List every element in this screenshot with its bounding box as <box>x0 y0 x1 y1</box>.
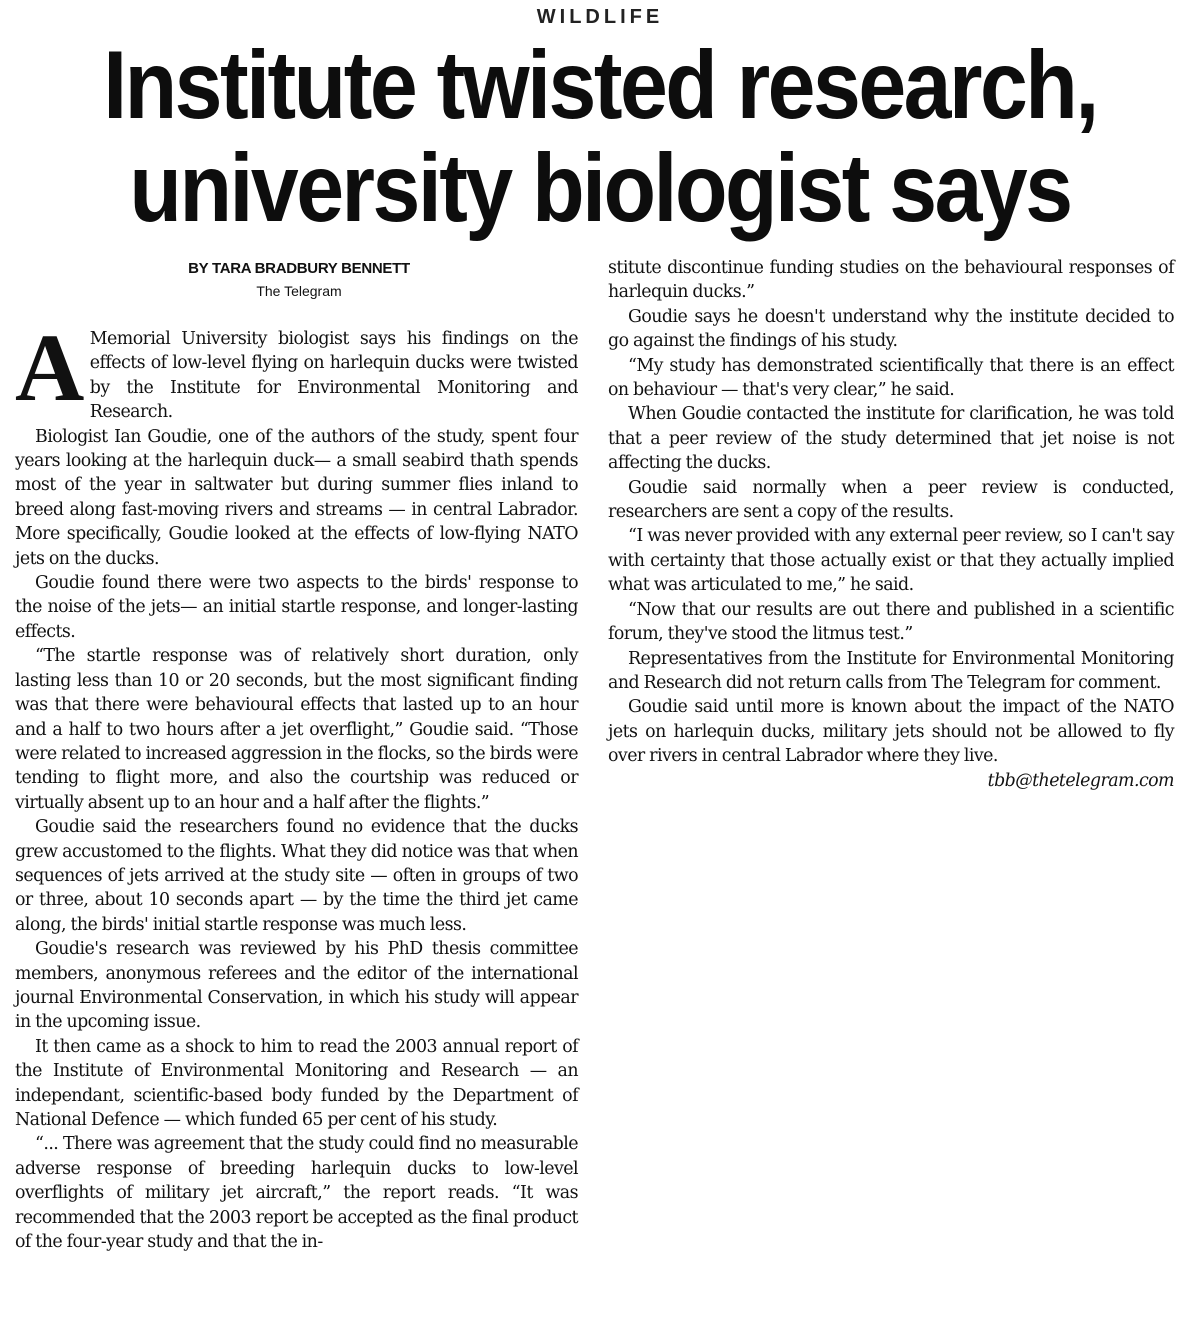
article-paragraph <box>15 314 578 425</box>
article-paragraph: “My study has demonstrated scientifically that there is an effect on behaviour — that's very clear,” he said. <box>608 355 1174 401</box>
byline-publication: The Telegram <box>256 283 342 299</box>
headline-line-1: Institute twisted research, <box>103 31 1097 140</box>
article-paragraph: When Goudie contacted the institute for clarification, he was told that a peer review of the study determined that jet noise is not affecting the ducks. <box>608 404 1174 474</box>
article-paragraph: Goudie's research was reviewed by his PhD thesis committee members, anonymous referees and the editor of the international journal Environmental Conservation, in which his study will appear in the upcoming issue. <box>15 939 578 1033</box>
article-paragraph: Goudie found there were two aspects to the birds' response to the noise of the jets— an initial startle response, and longer-lasting effects. <box>15 573 578 642</box>
article-paragraph: Goudie says he doesn't understand why the institute decided to go against the findings of his study. <box>608 306 1174 352</box>
article-paragraph: “The startle response was of relatively short duration, only lasting less than 10 or 20 seconds, but the most significant finding was that there were behavioural effects that lasted up to an hour and a half to two hours after a jet overflight,” Goudie said. “Those were related to increased aggression in the flocks, so the birds were tending to flight more, and also the courtship was reduced or virtually absent up to an hour and a half after the flights.” <box>15 646 578 813</box>
article-column-right <box>608 256 1174 793</box>
byline <box>14 261 584 301</box>
article-paragraph: Goudie said normally when a peer review is conducted, researchers are sent a copy of the results. <box>608 477 1174 523</box>
headline <box>10 31 1190 243</box>
article-paragraph: “I was never provided with any external peer review, so I can't say with certainty that those actually exist or that they actually implied what was articulated to me,” he said. <box>608 526 1174 596</box>
article-paragraph: Goudie said until more is known about the impact of the NATO jets on harlequin ducks, military jets should not be allowed to fly over rivers in central Labrador where they live. <box>608 697 1174 767</box>
section-label: WILDLIFE <box>536 6 664 28</box>
article-paragraph: “Now that our results are out there and published in a scientific forum, they've stood the litmus test.” <box>608 599 1174 645</box>
article-column-left <box>15 314 578 1254</box>
article-paragraph: Goudie said the researchers found no evidence that the ducks grew accustomed to the flights. What they did notice was that when sequences of jets arrived at the study site — often in groups of two or three, about 10 seconds apart — by the time the third jet came along, the birds' initial startle response was much less. <box>15 817 578 935</box>
article-paragraph: It then came as a shock to him to read the 2003 annual report of the Institute of Environmental Monitoring and Research — an independant, scientific-based body funded by the Department of National Defence — which funded 65 per cent of his study. <box>15 1036 578 1130</box>
article-paragraph: “... There was agreement that the study could find no measurable adverse response of breeding harlequin ducks to low-level overflights of military jet aircraft,” the report reads. “It was recommended that the 2003 report be accepted as the final product of the four-year study and that the in- <box>15 1134 578 1253</box>
paragraph-text: Memorial University biologist says his findings on the effects of low-level flying on harlequin ducks were twisted by the Institute for Environmental Monitoring and Research. <box>89 329 578 423</box>
article-paragraph: Biologist Ian Goudie, one of the authors of the study, spent four years looking at the harlequin duck— a small seabird thath spends most of the year in saltwater but during summer flies inland to breed along fast-moving rivers and streams — in central Labrador. More specifically, Goudie looked at the effects of low-flying NATO jets on the ducks. <box>15 426 578 569</box>
drop-cap: A <box>15 314 84 421</box>
article-paragraph: Representatives from the Institute for Environmental Monitoring and Research did not return calls from The Telegram for comment. <box>608 648 1174 693</box>
byline-author: BY TARA BRADBURY BENNETT <box>188 260 410 277</box>
article-paragraph: stitute discontinue funding studies on the behavioural responses of harlequin ducks.” <box>608 258 1174 303</box>
headline-line-2: university biologist says <box>129 134 1071 243</box>
author-email: tbb@thetelegram.com <box>987 770 1174 791</box>
